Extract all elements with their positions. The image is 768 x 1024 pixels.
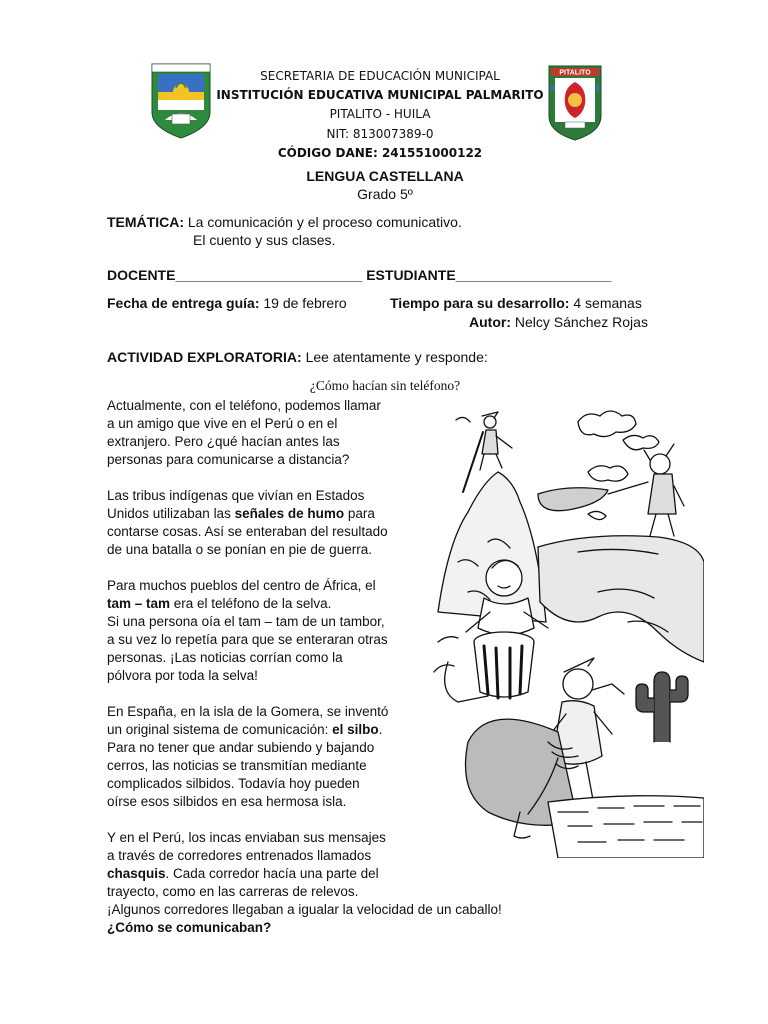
story-line: personas. ¡Las noticias corrían como la <box>107 650 343 665</box>
school-shield-logo <box>150 62 212 140</box>
story-line: oírse esos silbidos en esa hermosa isla. <box>107 794 347 809</box>
story-line: ¡Algunos corredores llegaban a igualar la velocidad de un caballo! <box>107 902 502 917</box>
header-city: PITALITO - HUILA <box>329 107 431 122</box>
pitalito-logo-label: PITALITO <box>559 69 591 77</box>
story-line: de una batalla o se ponían en pie de guerra. <box>107 542 372 557</box>
tematica-block <box>107 213 462 249</box>
el-silbo-bold: el silbo <box>332 722 379 737</box>
fecha-value: 19 de febrero <box>263 295 347 311</box>
header-secretaria: SECRETARIA DE EDUCACIÓN MUNICIPAL <box>260 69 500 83</box>
actividad-exploratoria <box>107 349 488 365</box>
story-line: tam – tam era el teléfono de la selva. <box>107 596 332 611</box>
chasquis-bold: chasquis <box>107 866 166 881</box>
tematica-label: TEMÁTICA: <box>107 214 184 230</box>
senales-de-humo-bold: señales de humo <box>234 506 345 521</box>
autor-value: Nelcy Sánchez Rojas <box>514 314 648 330</box>
header-institucion: INSTITUCIÓN EDUCATIVA MUNICIPAL PALMARITO <box>216 88 544 103</box>
docente-field[interactable]: DOCENTE________________________ <box>107 267 363 283</box>
actividad-text: Lee atentamente y responde: <box>305 349 488 365</box>
communication-illustration <box>428 402 704 858</box>
story-line: complicados silbidos. Todavía hoy pueden <box>107 776 360 791</box>
story-line: a un amigo que vive en el Perú o en el <box>107 416 338 431</box>
story-line: Actualmente, con el teléfono, podemos llamar <box>107 398 381 413</box>
story-line: chasquis. Cada corredor hacía una parte del <box>107 866 379 881</box>
story-line: pólvora por toda la selva! <box>107 668 258 683</box>
story-line: un original sistema de comunicación: el silbo. <box>107 722 383 737</box>
docente-estudiante-row <box>107 267 611 283</box>
school-header <box>210 67 550 163</box>
story-line: a su vez lo repetía para que se enteraran otras <box>107 632 388 647</box>
stone-path <box>548 796 704 858</box>
story-line: Para muchos pueblos del centro de África, el <box>107 578 376 593</box>
story-line: En España, en la isla de la Gomera, se inventó <box>107 704 389 719</box>
autor-label: Autor: <box>469 314 511 330</box>
story-line: Y en el Perú, los incas enviaban sus mensajes <box>107 830 386 845</box>
smoke-signal-clouds <box>578 411 659 481</box>
story-question: ¿Cómo se comunicaban? <box>107 920 272 935</box>
subject-title: LENGUA CASTELLANA <box>306 168 464 184</box>
story-line: a través de corredores entrenados llamados <box>107 848 372 863</box>
story-line: Unidos utilizaban las señales de humo para <box>107 506 375 521</box>
subject-grade: Grado 5º <box>357 186 413 202</box>
story-line: Si una persona oía el tam – tam de un tambor, <box>107 614 385 629</box>
story-line: Las tribus indígenas que vivían en Estados <box>107 488 365 503</box>
estudiante-field[interactable]: ESTUDIANTE____________________ <box>366 267 612 283</box>
story-line: contarse cosas. Así se enteraban del resultado <box>107 524 388 539</box>
tematica-line-2: El cuento y sus clases. <box>193 232 336 248</box>
fecha-label: Fecha de entrega guía: <box>107 295 260 311</box>
tiempo-label: Tiempo para su desarrollo: <box>390 295 570 311</box>
story-title: ¿Cómo hacían sin teléfono? <box>309 378 461 393</box>
subject-block <box>230 167 540 203</box>
story-line: personas para comunicarse a distancia? <box>107 452 350 467</box>
fecha-entrega <box>107 295 347 311</box>
tematica-line-1: La comunicación y el proceso comunicativo. <box>187 214 462 230</box>
story-line: extranjero. Pero ¿qué hacían antes las <box>107 434 340 449</box>
header-nit: NIT: 813007389-0 <box>326 126 434 141</box>
story-line: trayecto, como en las carreras de relevos. <box>107 884 359 899</box>
tiempo-desarrollo <box>390 295 642 311</box>
tam-tam-bold: tam – tam <box>107 596 171 611</box>
cactus <box>636 672 688 742</box>
pitalito-shield-logo <box>547 64 603 142</box>
story-line: Para no tener que andar subiendo y bajando <box>107 740 375 755</box>
actividad-label: ACTIVIDAD EXPLORATORIA: <box>107 349 302 365</box>
tiempo-value: 4 semanas <box>573 295 642 311</box>
header-dane-code: CÓDIGO DANE: 241551000122 <box>277 145 483 160</box>
story-line: cerros, las noticias se transmitían mediante <box>107 758 367 773</box>
cliff-with-smoke-signaller <box>538 444 704 662</box>
autor <box>469 314 648 330</box>
